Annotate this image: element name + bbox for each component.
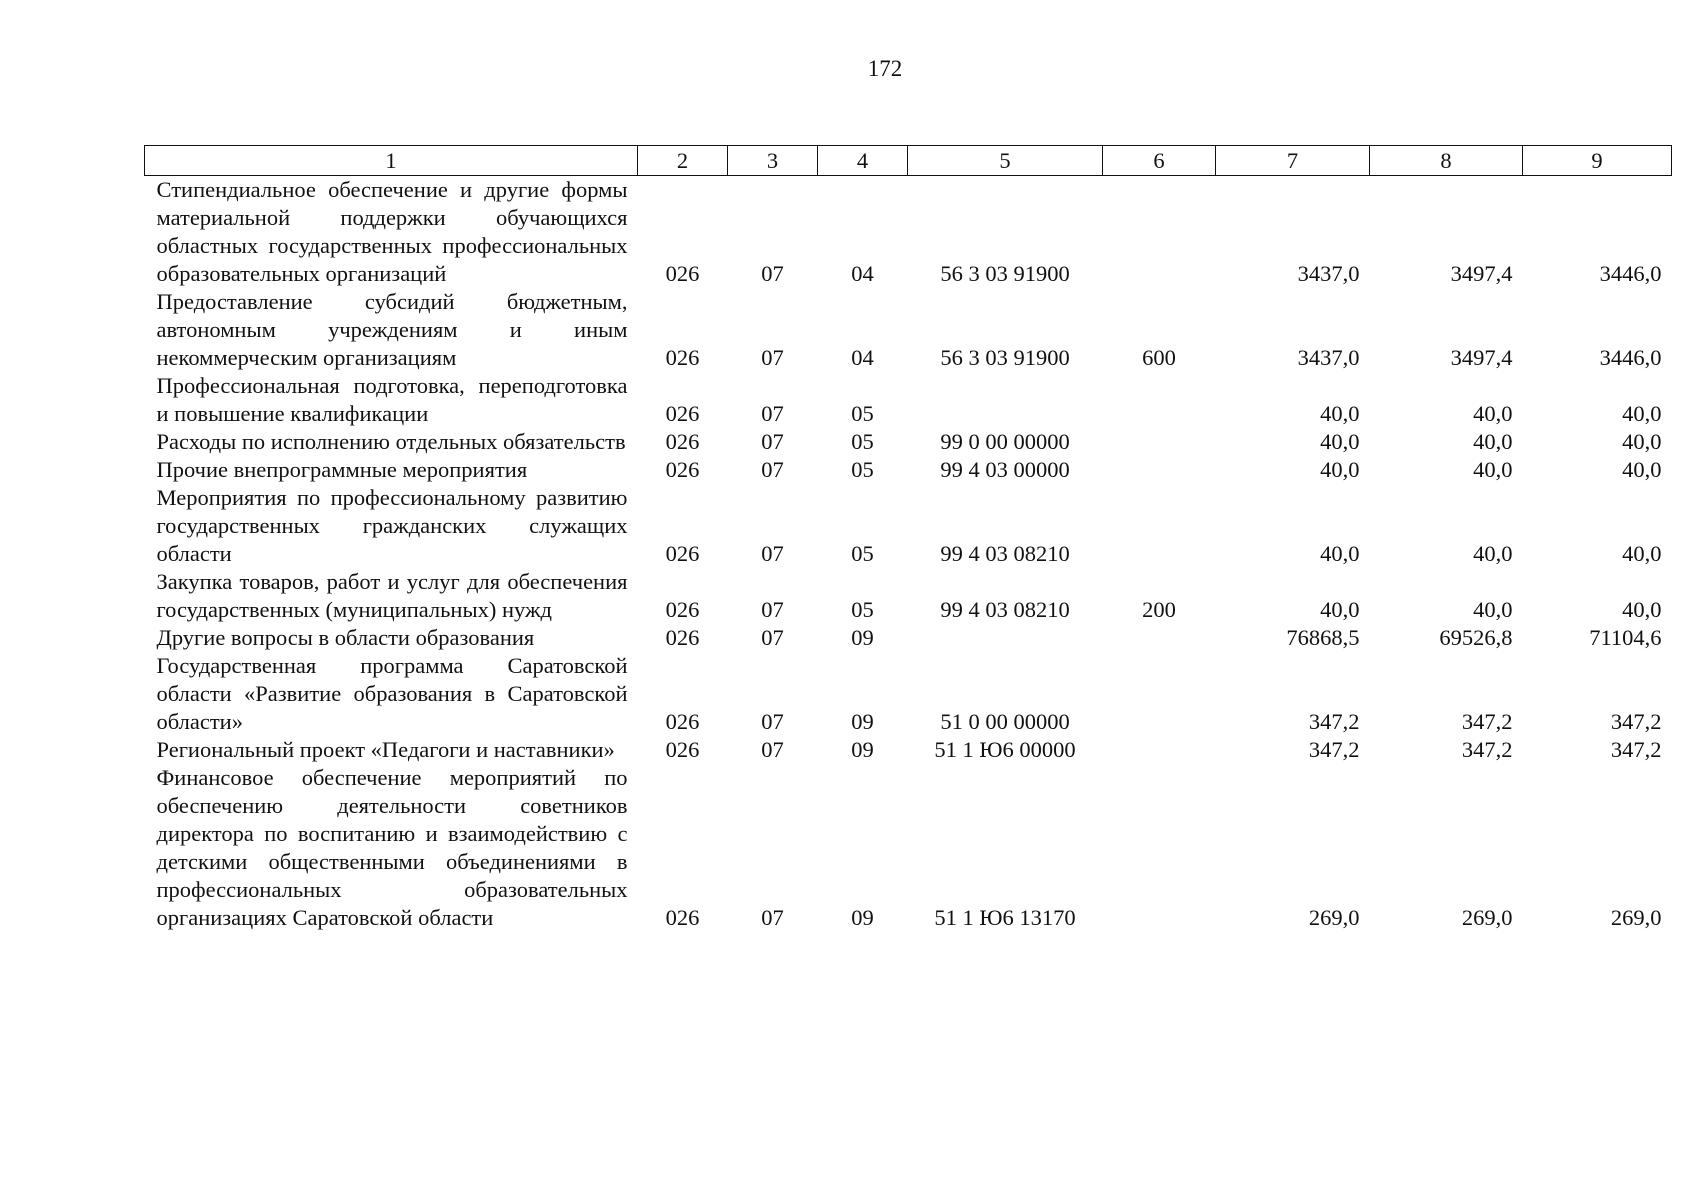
subsection-code-cell: 05	[851, 401, 874, 426]
expense-type-code-cell	[1103, 484, 1216, 568]
amount-year1-cell: 3437,0	[1297, 261, 1360, 286]
amount-year2-cell: 40,0	[1473, 597, 1513, 622]
amount-year2-cell: 69526,8	[1439, 625, 1513, 650]
amount-year1-cell: 40,0	[1320, 597, 1360, 622]
amount-year1-cell: 40,0	[1320, 541, 1360, 566]
column-header: 8	[1370, 146, 1523, 176]
table-row	[145, 176, 1672, 289]
department-code-cell: 026	[665, 625, 700, 650]
section-code-cell: 07	[761, 541, 784, 566]
amount-year2-cell: 40,0	[1473, 457, 1513, 482]
section-code-cell: 07	[761, 737, 784, 762]
expense-type-code-cell	[1103, 652, 1216, 736]
expense-type-code-cell	[1103, 456, 1216, 484]
header-row	[145, 146, 1672, 176]
department-code-cell: 026	[665, 709, 700, 734]
amount-year3-cell: 71104,6	[1589, 625, 1662, 650]
expense-type-code-cell	[1103, 736, 1216, 764]
table-row	[145, 568, 1672, 624]
subsection-code-cell: 09	[851, 625, 874, 650]
department-code-cell: 026	[665, 261, 700, 286]
section-code-cell: 07	[761, 457, 784, 482]
amount-year1-cell: 347,2	[1308, 737, 1360, 762]
table-row	[145, 652, 1672, 736]
subsection-code-cell: 05	[851, 429, 874, 454]
table-row	[145, 736, 1672, 764]
amount-year3-cell: 347,2	[1610, 737, 1662, 762]
amount-year3-cell: 40,0	[1622, 597, 1662, 622]
row-name-cell: Расходы по исполнению отдельных обязательств	[156, 429, 626, 454]
department-code-cell: 026	[665, 401, 700, 426]
subsection-code-cell: 05	[851, 597, 874, 622]
amount-year3-cell: 40,0	[1622, 429, 1662, 454]
amount-year3-cell: 3446,0	[1599, 345, 1662, 370]
table-row	[145, 428, 1672, 456]
table-row	[145, 288, 1672, 372]
amount-year2-cell: 269,0	[1461, 905, 1513, 930]
amount-year1-cell: 40,0	[1320, 429, 1360, 454]
target-item-code-cell: 99 0 00 00000	[940, 429, 1070, 454]
department-code-cell: 026	[665, 905, 700, 930]
column-header: 6	[1103, 146, 1216, 176]
target-item-code-cell: 56 3 03 91900	[940, 261, 1070, 286]
budget-table	[144, 145, 1672, 932]
table-row	[145, 484, 1672, 568]
target-item-code-cell: 51 1 Ю6 13170	[934, 905, 1076, 930]
target-item-code-cell	[908, 624, 1103, 652]
amount-year1-cell: 40,0	[1320, 457, 1360, 482]
target-item-code-cell: 99 4 03 08210	[940, 597, 1070, 622]
amount-year1-cell: 76868,5	[1286, 625, 1360, 650]
amount-year3-cell: 40,0	[1622, 457, 1662, 482]
section-code-cell: 07	[761, 429, 784, 454]
amount-year2-cell: 347,2	[1461, 709, 1513, 734]
amount-year2-cell: 40,0	[1473, 429, 1513, 454]
section-code-cell: 07	[761, 597, 784, 622]
subsection-code-cell: 09	[851, 905, 874, 930]
row-name-cell: Стипендиальное обеспечение и другие формы материальной поддержки обучающихся областных государственных профессиональных образовательных организаций	[156, 177, 628, 286]
subsection-code-cell: 04	[851, 261, 874, 286]
department-code-cell: 026	[665, 429, 700, 454]
target-item-code-cell: 51 0 00 00000	[940, 709, 1070, 734]
amount-year2-cell: 3497,4	[1450, 345, 1513, 370]
column-header: 1	[145, 146, 638, 176]
department-code-cell: 026	[665, 737, 700, 762]
row-name-cell: Профессиональная подготовка, переподготовка и повышение квалификации	[156, 373, 628, 426]
table-row	[145, 456, 1672, 484]
row-name-cell: Региональный проект «Педагоги и наставники»	[156, 737, 615, 762]
target-item-code-cell: 99 4 03 08210	[940, 541, 1070, 566]
section-code-cell: 07	[761, 905, 784, 930]
expense-type-code-cell	[1103, 624, 1216, 652]
row-name-cell: Государственная программа Саратовской области «Развитие образования в Саратовской области»	[156, 653, 628, 734]
subsection-code-cell: 09	[851, 709, 874, 734]
row-name-cell: Предоставление субсидий бюджетным, автономным учреждениям и иным некоммерческим организациям	[156, 289, 628, 370]
amount-year3-cell: 40,0	[1622, 541, 1662, 566]
expense-type-code-cell: 200	[1142, 597, 1176, 622]
subsection-code-cell: 05	[851, 541, 874, 566]
target-item-code-cell: 99 4 03 00000	[940, 457, 1070, 482]
amount-year3-cell: 40,0	[1622, 401, 1662, 426]
table-row	[145, 624, 1672, 652]
expense-type-code-cell	[1103, 372, 1216, 428]
subsection-code-cell: 04	[851, 345, 874, 370]
row-name-cell: Финансовое обеспечение мероприятий по обеспечению деятельности советников директора по воспитанию и взаимодействию с детскими общественными объединениями в профессиональных образовательных организациях Саратовской области	[156, 765, 628, 930]
column-header: 3	[728, 146, 818, 176]
column-header: 9	[1523, 146, 1672, 176]
section-code-cell: 07	[761, 345, 784, 370]
amount-year2-cell: 3497,4	[1450, 261, 1513, 286]
amount-year2-cell: 40,0	[1473, 541, 1513, 566]
expense-type-code-cell	[1103, 428, 1216, 456]
target-item-code-cell: 51 1 Ю6 00000	[934, 737, 1076, 762]
column-header: 2	[638, 146, 728, 176]
expense-type-code-cell	[1103, 764, 1216, 932]
section-code-cell: 07	[761, 625, 784, 650]
column-header: 4	[818, 146, 908, 176]
section-code-cell: 07	[761, 401, 784, 426]
column-header: 7	[1216, 146, 1370, 176]
table-row	[145, 764, 1672, 932]
row-name-cell: Закупка товаров, работ и услуг для обеспечения государственных (муниципальных) нужд	[156, 569, 628, 622]
amount-year3-cell: 347,2	[1610, 709, 1662, 734]
table-header	[145, 146, 1672, 176]
subsection-code-cell: 05	[851, 457, 874, 482]
table-row	[145, 372, 1672, 428]
amount-year1-cell: 269,0	[1308, 905, 1360, 930]
target-item-code-cell	[908, 372, 1103, 428]
department-code-cell: 026	[665, 597, 700, 622]
page-number: 172	[867, 56, 903, 81]
amount-year1-cell: 3437,0	[1297, 345, 1360, 370]
row-name-cell: Другие вопросы в области образования	[156, 625, 535, 650]
amount-year1-cell: 347,2	[1308, 709, 1360, 734]
table-body	[145, 176, 1672, 933]
row-name-cell: Прочие внепрограммные мероприятия	[156, 457, 528, 482]
expense-type-code-cell	[1103, 176, 1216, 289]
row-name-cell: Мероприятия по профессиональному развитию государственных гражданских служащих области	[156, 485, 628, 566]
department-code-cell: 026	[665, 541, 700, 566]
subsection-code-cell: 09	[851, 737, 874, 762]
amount-year3-cell: 269,0	[1610, 905, 1662, 930]
department-code-cell: 026	[665, 457, 700, 482]
amount-year3-cell: 3446,0	[1599, 261, 1662, 286]
section-code-cell: 07	[761, 261, 784, 286]
amount-year2-cell: 347,2	[1461, 737, 1513, 762]
target-item-code-cell: 56 3 03 91900	[940, 345, 1070, 370]
expense-type-code-cell: 600	[1142, 345, 1176, 370]
department-code-cell: 026	[665, 345, 700, 370]
amount-year2-cell: 40,0	[1473, 401, 1513, 426]
section-code-cell: 07	[761, 709, 784, 734]
column-header: 5	[908, 146, 1103, 176]
amount-year1-cell: 40,0	[1320, 401, 1360, 426]
